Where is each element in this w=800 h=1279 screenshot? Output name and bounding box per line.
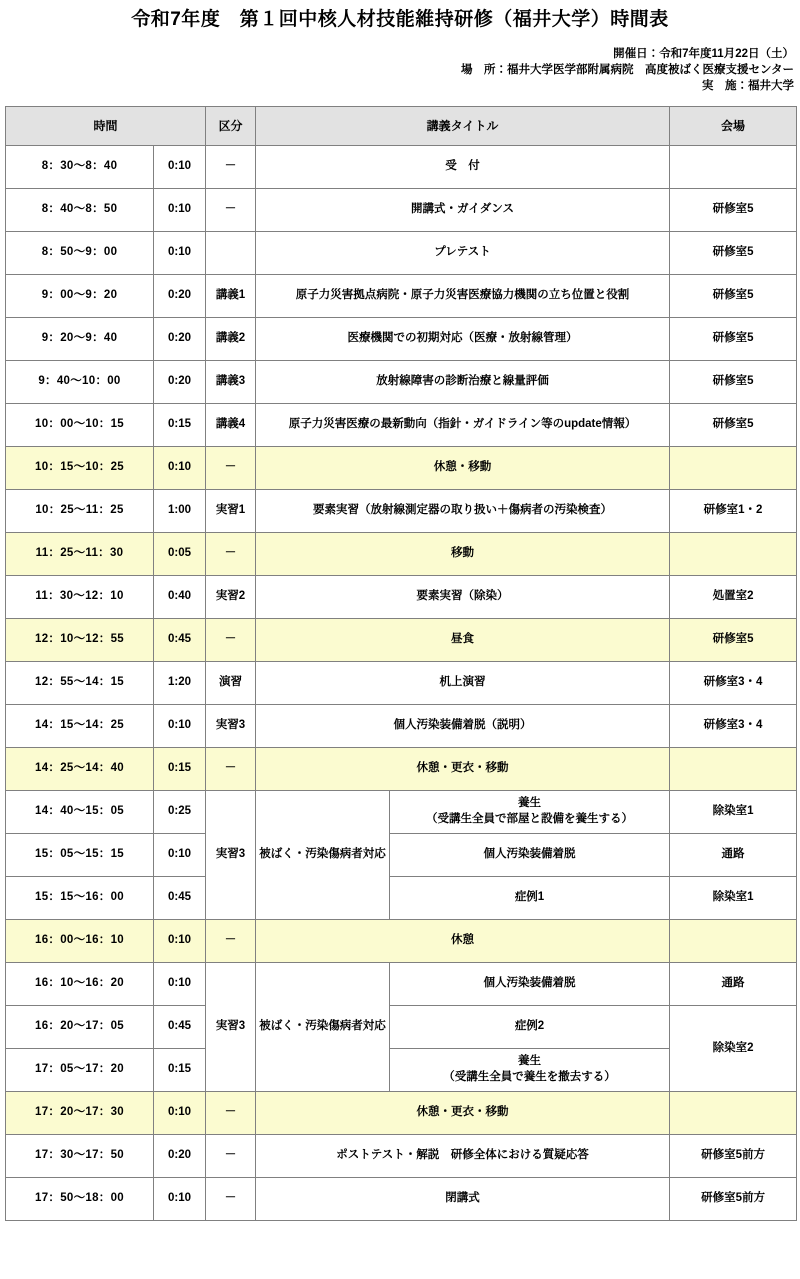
cell-venue: 通路 [670, 833, 797, 876]
cell-duration: 0:25 [154, 790, 206, 833]
table-row [6, 274, 797, 317]
table-row [6, 145, 797, 188]
column-header-time: 時間 [6, 106, 206, 145]
table-row [6, 317, 797, 360]
cell-title: 移動 [256, 532, 670, 575]
cell-title: 休憩・更衣・移動 [256, 747, 670, 790]
cell-duration: 0:10 [154, 145, 206, 188]
cell-title: 開講式・ガイダンス [256, 188, 670, 231]
cell-kubun: － [206, 747, 256, 790]
cell-time: 14：15～14：25 [6, 704, 154, 747]
cell-venue: 研修室5 [670, 403, 797, 446]
table-row [6, 1091, 797, 1134]
cell-kubun: － [206, 919, 256, 962]
cell-title: 昼食 [256, 618, 670, 661]
cell-title: プレテスト [256, 231, 670, 274]
cell-title: 閉講式 [256, 1177, 670, 1220]
table-row [6, 704, 797, 747]
cell-duration: 0:45 [154, 1005, 206, 1048]
cell-time: 8：40～8：50 [6, 188, 154, 231]
cell-duration: 0:15 [154, 1048, 206, 1091]
table-row [6, 962, 797, 1005]
cell-venue: 研修室1・2 [670, 489, 797, 532]
cell-kubun: 演習 [206, 661, 256, 704]
cell-title: 原子力災害医療の最新動向（指針・ガイドライン等のupdate情報） [256, 403, 670, 446]
cell-time: 10：15～10：25 [6, 446, 154, 489]
cell-time: 11：30～12：10 [6, 575, 154, 618]
column-header-venue: 会場 [670, 106, 797, 145]
table-row [6, 532, 797, 575]
cell-venue: 研修室5 [670, 360, 797, 403]
cell-time: 12：10～12：55 [6, 618, 154, 661]
cell-title: 医療機関での初期対応（医療・放射線管理） [256, 317, 670, 360]
cell-venue: 研修室5 [670, 188, 797, 231]
cell-time: 10：00～10：15 [6, 403, 154, 446]
cell-venue: 研修室3・4 [670, 661, 797, 704]
cell-venue [670, 446, 797, 489]
cell-time: 8：30～8：40 [6, 145, 154, 188]
table-row [6, 188, 797, 231]
cell-duration: 0:20 [154, 317, 206, 360]
event-meta [0, 46, 800, 95]
cell-title-line1: 養生 [518, 797, 542, 810]
cell-venue: 研修室5前方 [670, 1134, 797, 1177]
cell-venue: 研修室3・4 [670, 704, 797, 747]
cell-title: ポストテスト・解説 研修全体における質疑応答 [256, 1134, 670, 1177]
cell-kubun: 講義1 [206, 274, 256, 317]
cell-kubun: 実習3 [206, 704, 256, 747]
cell-kubun: 実習3 [206, 962, 256, 1091]
cell-venue: 研修室5 [670, 274, 797, 317]
cell-time: 9：00～9：20 [6, 274, 154, 317]
cell-duration: 0:15 [154, 747, 206, 790]
cell-venue: 除染室1 [670, 876, 797, 919]
cell-kubun: － [206, 446, 256, 489]
table-row [6, 747, 797, 790]
table-row [6, 446, 797, 489]
cell-duration: 0:45 [154, 876, 206, 919]
cell-kubun: － [206, 1091, 256, 1134]
cell-duration: 0:45 [154, 618, 206, 661]
cell-duration: 0:10 [154, 1177, 206, 1220]
cell-kubun: － [206, 532, 256, 575]
cell-kubun: － [206, 1134, 256, 1177]
event-date: 開催日：令和7年度11月22日（土） [613, 47, 794, 60]
cell-title [390, 1048, 670, 1091]
table-row [6, 1005, 797, 1048]
cell-title: 症例2 [390, 1005, 670, 1048]
cell-kubun: 実習2 [206, 575, 256, 618]
cell-time: 14：40～15：05 [6, 790, 154, 833]
cell-kubun: 実習1 [206, 489, 256, 532]
cell-title: 休憩・更衣・移動 [256, 1091, 670, 1134]
cell-time: 16：20～17：05 [6, 1005, 154, 1048]
cell-kubun: 実習3 [206, 790, 256, 919]
cell-duration: 1:20 [154, 661, 206, 704]
cell-time: 9：20～9：40 [6, 317, 154, 360]
cell-title-line2: （受講生全員で部屋と設備を養生する） [426, 812, 634, 825]
table-row [6, 231, 797, 274]
cell-venue: 処置室2 [670, 575, 797, 618]
cell-duration: 0:10 [154, 446, 206, 489]
cell-time: 9：40～10：00 [6, 360, 154, 403]
event-place: 場 所：福井大学医学部附属病院 高度被ばく医療支援センター [460, 64, 794, 77]
cell-duration: 0:10 [154, 962, 206, 1005]
cell-time: 16：00～16：10 [6, 919, 154, 962]
cell-kubun: － [206, 145, 256, 188]
cell-title: 原子力災害拠点病院・原子力災害医療協力機関の立ち位置と役割 [256, 274, 670, 317]
cell-duration: 0:20 [154, 360, 206, 403]
column-header-kubun: 区分 [206, 106, 256, 145]
header-row [6, 106, 797, 145]
schedule-table-wrap [0, 106, 800, 1221]
column-header-title: 講義タイトル [256, 106, 670, 145]
cell-venue: 研修室5 [670, 618, 797, 661]
cell-title: 個人汚染装備着脱（説明） [256, 704, 670, 747]
cell-title: 机上演習 [256, 661, 670, 704]
cell-time: 15：05～15：15 [6, 833, 154, 876]
page-title: 令和7年度 第１回中核人材技能維持研修（福井大学）時間表 [131, 9, 669, 30]
table-row [6, 403, 797, 446]
cell-duration: 0:40 [154, 575, 206, 618]
cell-venue [670, 532, 797, 575]
cell-title-line1: 養生 [518, 1055, 542, 1068]
cell-kubun [206, 231, 256, 274]
table-body [6, 145, 797, 1220]
cell-title: 個人汚染装備着脱 [390, 833, 670, 876]
cell-duration: 0:15 [154, 403, 206, 446]
cell-title: 受 付 [256, 145, 670, 188]
cell-venue [670, 747, 797, 790]
table-header [6, 106, 797, 145]
cell-kubun: － [206, 618, 256, 661]
table-row [6, 833, 797, 876]
table-row [6, 1177, 797, 1220]
cell-title: 要素実習（除染） [256, 575, 670, 618]
cell-kubun: 講義2 [206, 317, 256, 360]
cell-time: 15：15～16：00 [6, 876, 154, 919]
cell-duration: 0:10 [154, 1091, 206, 1134]
cell-time: 11：25～11：30 [6, 532, 154, 575]
cell-duration: 0:10 [154, 231, 206, 274]
table-row [6, 876, 797, 919]
cell-venue: 研修室5前方 [670, 1177, 797, 1220]
cell-title-line2: （受講生全員で養生を撤去する） [443, 1070, 616, 1083]
table-row [6, 618, 797, 661]
cell-duration: 0:10 [154, 188, 206, 231]
cell-title: 放射線障害の診断治療と線量評価 [256, 360, 670, 403]
cell-venue: 除染室1 [670, 790, 797, 833]
cell-title: 休憩・移動 [256, 446, 670, 489]
cell-venue: 通路 [670, 962, 797, 1005]
cell-subcategory: 被ばく・汚染傷病者対応 [256, 962, 390, 1091]
cell-time: 14：25～14：40 [6, 747, 154, 790]
cell-venue [670, 145, 797, 188]
event-host: 実 施：福井大学 [702, 80, 794, 93]
schedule-table [5, 106, 797, 1221]
cell-kubun: 講義4 [206, 403, 256, 446]
cell-kubun: － [206, 188, 256, 231]
cell-duration: 0:10 [154, 919, 206, 962]
table-row [6, 919, 797, 962]
cell-title: 要素実習（放射線測定器の取り扱い＋傷病者の汚染検査） [256, 489, 670, 532]
table-row [6, 661, 797, 704]
cell-duration: 0:10 [154, 704, 206, 747]
cell-venue: 除染室2 [670, 1005, 797, 1091]
cell-duration: 0:20 [154, 1134, 206, 1177]
cell-title [390, 790, 670, 833]
cell-title: 休憩 [256, 919, 670, 962]
table-row [6, 1134, 797, 1177]
cell-venue [670, 919, 797, 962]
cell-title: 症例1 [390, 876, 670, 919]
cell-subcategory: 被ばく・汚染傷病者対応 [256, 790, 390, 919]
cell-duration: 1:00 [154, 489, 206, 532]
cell-venue [670, 1091, 797, 1134]
cell-duration: 0:05 [154, 532, 206, 575]
table-row [6, 489, 797, 532]
table-row [6, 360, 797, 403]
cell-time: 12：55～14：15 [6, 661, 154, 704]
cell-time: 17：50～18：00 [6, 1177, 154, 1220]
cell-kubun: 講義3 [206, 360, 256, 403]
cell-time: 17：05～17：20 [6, 1048, 154, 1091]
cell-duration: 0:20 [154, 274, 206, 317]
cell-time: 17：20～17：30 [6, 1091, 154, 1134]
cell-venue: 研修室5 [670, 317, 797, 360]
cell-time: 17：30～17：50 [6, 1134, 154, 1177]
table-row [6, 575, 797, 618]
cell-kubun: － [206, 1177, 256, 1220]
cell-duration: 0:10 [154, 833, 206, 876]
cell-time: 8：50～9：00 [6, 231, 154, 274]
table-row [6, 790, 797, 833]
cell-time: 10：25～11：25 [6, 489, 154, 532]
cell-venue: 研修室5 [670, 231, 797, 274]
cell-title: 個人汚染装備着脱 [390, 962, 670, 1005]
cell-time: 16：10～16：20 [6, 962, 154, 1005]
